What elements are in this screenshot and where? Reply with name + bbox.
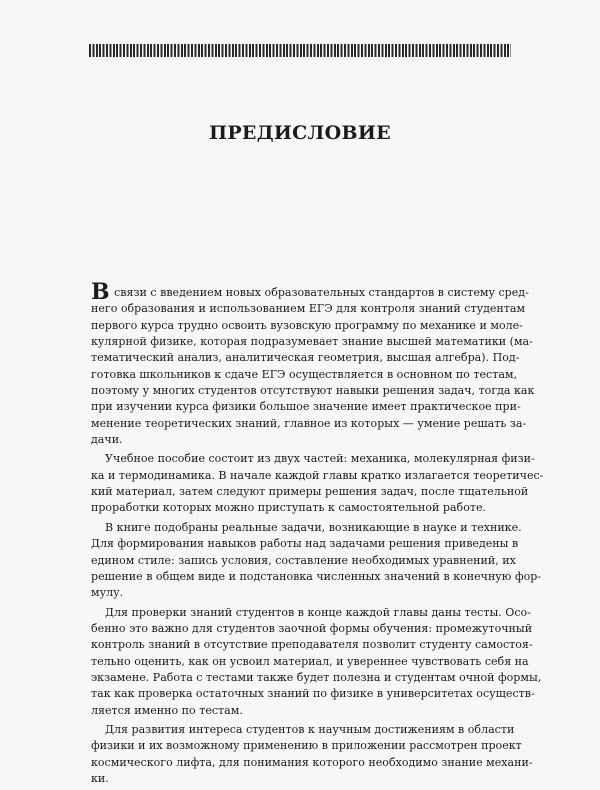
body-text bbox=[91, 279, 544, 790]
paragraph-line: ляется именно по тестам. bbox=[91, 703, 243, 717]
paragraph-line: В связи с введением новых образовательных стандартов в систему сред- bbox=[91, 279, 529, 305]
paragraph-line: едином стиле: запись условия, составление необходимых уравнений, их bbox=[91, 553, 516, 567]
paragraph-line: физики и их возможному применению в приложении рассмотрен проект bbox=[91, 739, 522, 753]
paragraph-line: мулу. bbox=[91, 586, 124, 600]
paragraph-line: контроль знаний в отсутствие преподавателя позволит студенту самостоя- bbox=[91, 638, 533, 652]
paragraph-line: него образования и использованием ЕГЭ для контроля знаний студентам bbox=[91, 302, 526, 316]
paragraph-line: ка и термодинамика. В начале каждой главы кратко излагается теоретичес- bbox=[91, 468, 544, 482]
paragraph-line: В книге подобраны реальные задачи, возникающие в науке и технике. bbox=[91, 520, 522, 534]
paragraph-space-elevator bbox=[91, 722, 533, 787]
paragraph-line: тельно оценить, как он усвоил материал, и увереннее чувствовать себя на bbox=[91, 654, 529, 668]
paragraph-line: дачи. bbox=[91, 433, 123, 447]
paragraph-line: проработки которых можно приступать к самостоятельной работе. bbox=[91, 501, 487, 515]
drop-cap: В bbox=[91, 279, 110, 305]
paragraph-tests bbox=[91, 605, 542, 719]
paragraph-line: готовка школьников к сдаче ЕГЭ осуществляется в основном по тестам, bbox=[91, 367, 518, 381]
paragraph-line: решение в общем виде и подстановка численных значений в конечную фор- bbox=[91, 569, 542, 583]
paragraph-line: поэтому у многих студентов отсутствуют навыки решения задач, тогда как bbox=[91, 384, 535, 398]
paragraph-line: Для проверки знаний студентов в конце каждой главы даны тесты. Осо- bbox=[91, 605, 531, 619]
paragraph-line: космического лифта, для понимания которого необходимо знание механи- bbox=[91, 755, 533, 769]
paragraph-line: так как проверка остаточных знаний по физике в университетах осуществ- bbox=[91, 687, 535, 701]
paragraph-line: ки. bbox=[91, 771, 109, 785]
paragraph-line: первого курса трудно освоить вузовскую программу по механике и моле- bbox=[91, 318, 523, 332]
paragraph-problems bbox=[91, 520, 542, 602]
paragraph-line: Для формирования навыков работы над задачами решения приведены в bbox=[91, 537, 519, 551]
paragraph-line: Для развития интереса студентов к научным достижениям в области bbox=[91, 722, 515, 736]
page-title: ПРЕДИСЛОВИЕ bbox=[209, 122, 391, 144]
paragraph-line: тематический анализ, аналитическая геометрия, высшая алгебра). Под- bbox=[91, 351, 520, 365]
paragraph-line: бенно это важно для студентов заочной формы обучения: промежуточный bbox=[91, 621, 533, 635]
paragraph-line: при изучении курса физики большое значение имеет практическое при- bbox=[91, 400, 521, 414]
header-decorative-rule bbox=[89, 44, 511, 57]
paragraph-structure bbox=[91, 451, 544, 516]
paragraph-line: экзамене. Работа с тестами также будет полезна и студентам очной формы, bbox=[91, 670, 542, 684]
paragraph-line: Учебное пособие состоит из двух частей: механика, молекулярная физи- bbox=[91, 452, 535, 466]
paragraph-intro bbox=[91, 279, 535, 448]
paragraph-line: кулярной физике, которая подразумевает знание высшей математики (ма- bbox=[91, 335, 533, 349]
paragraph-line: менение теоретических знаний, главное из которых — умение решать за- bbox=[91, 416, 527, 430]
paragraph-line: кий материал, затем следуют примеры решения задач, после тщательной bbox=[91, 485, 529, 499]
